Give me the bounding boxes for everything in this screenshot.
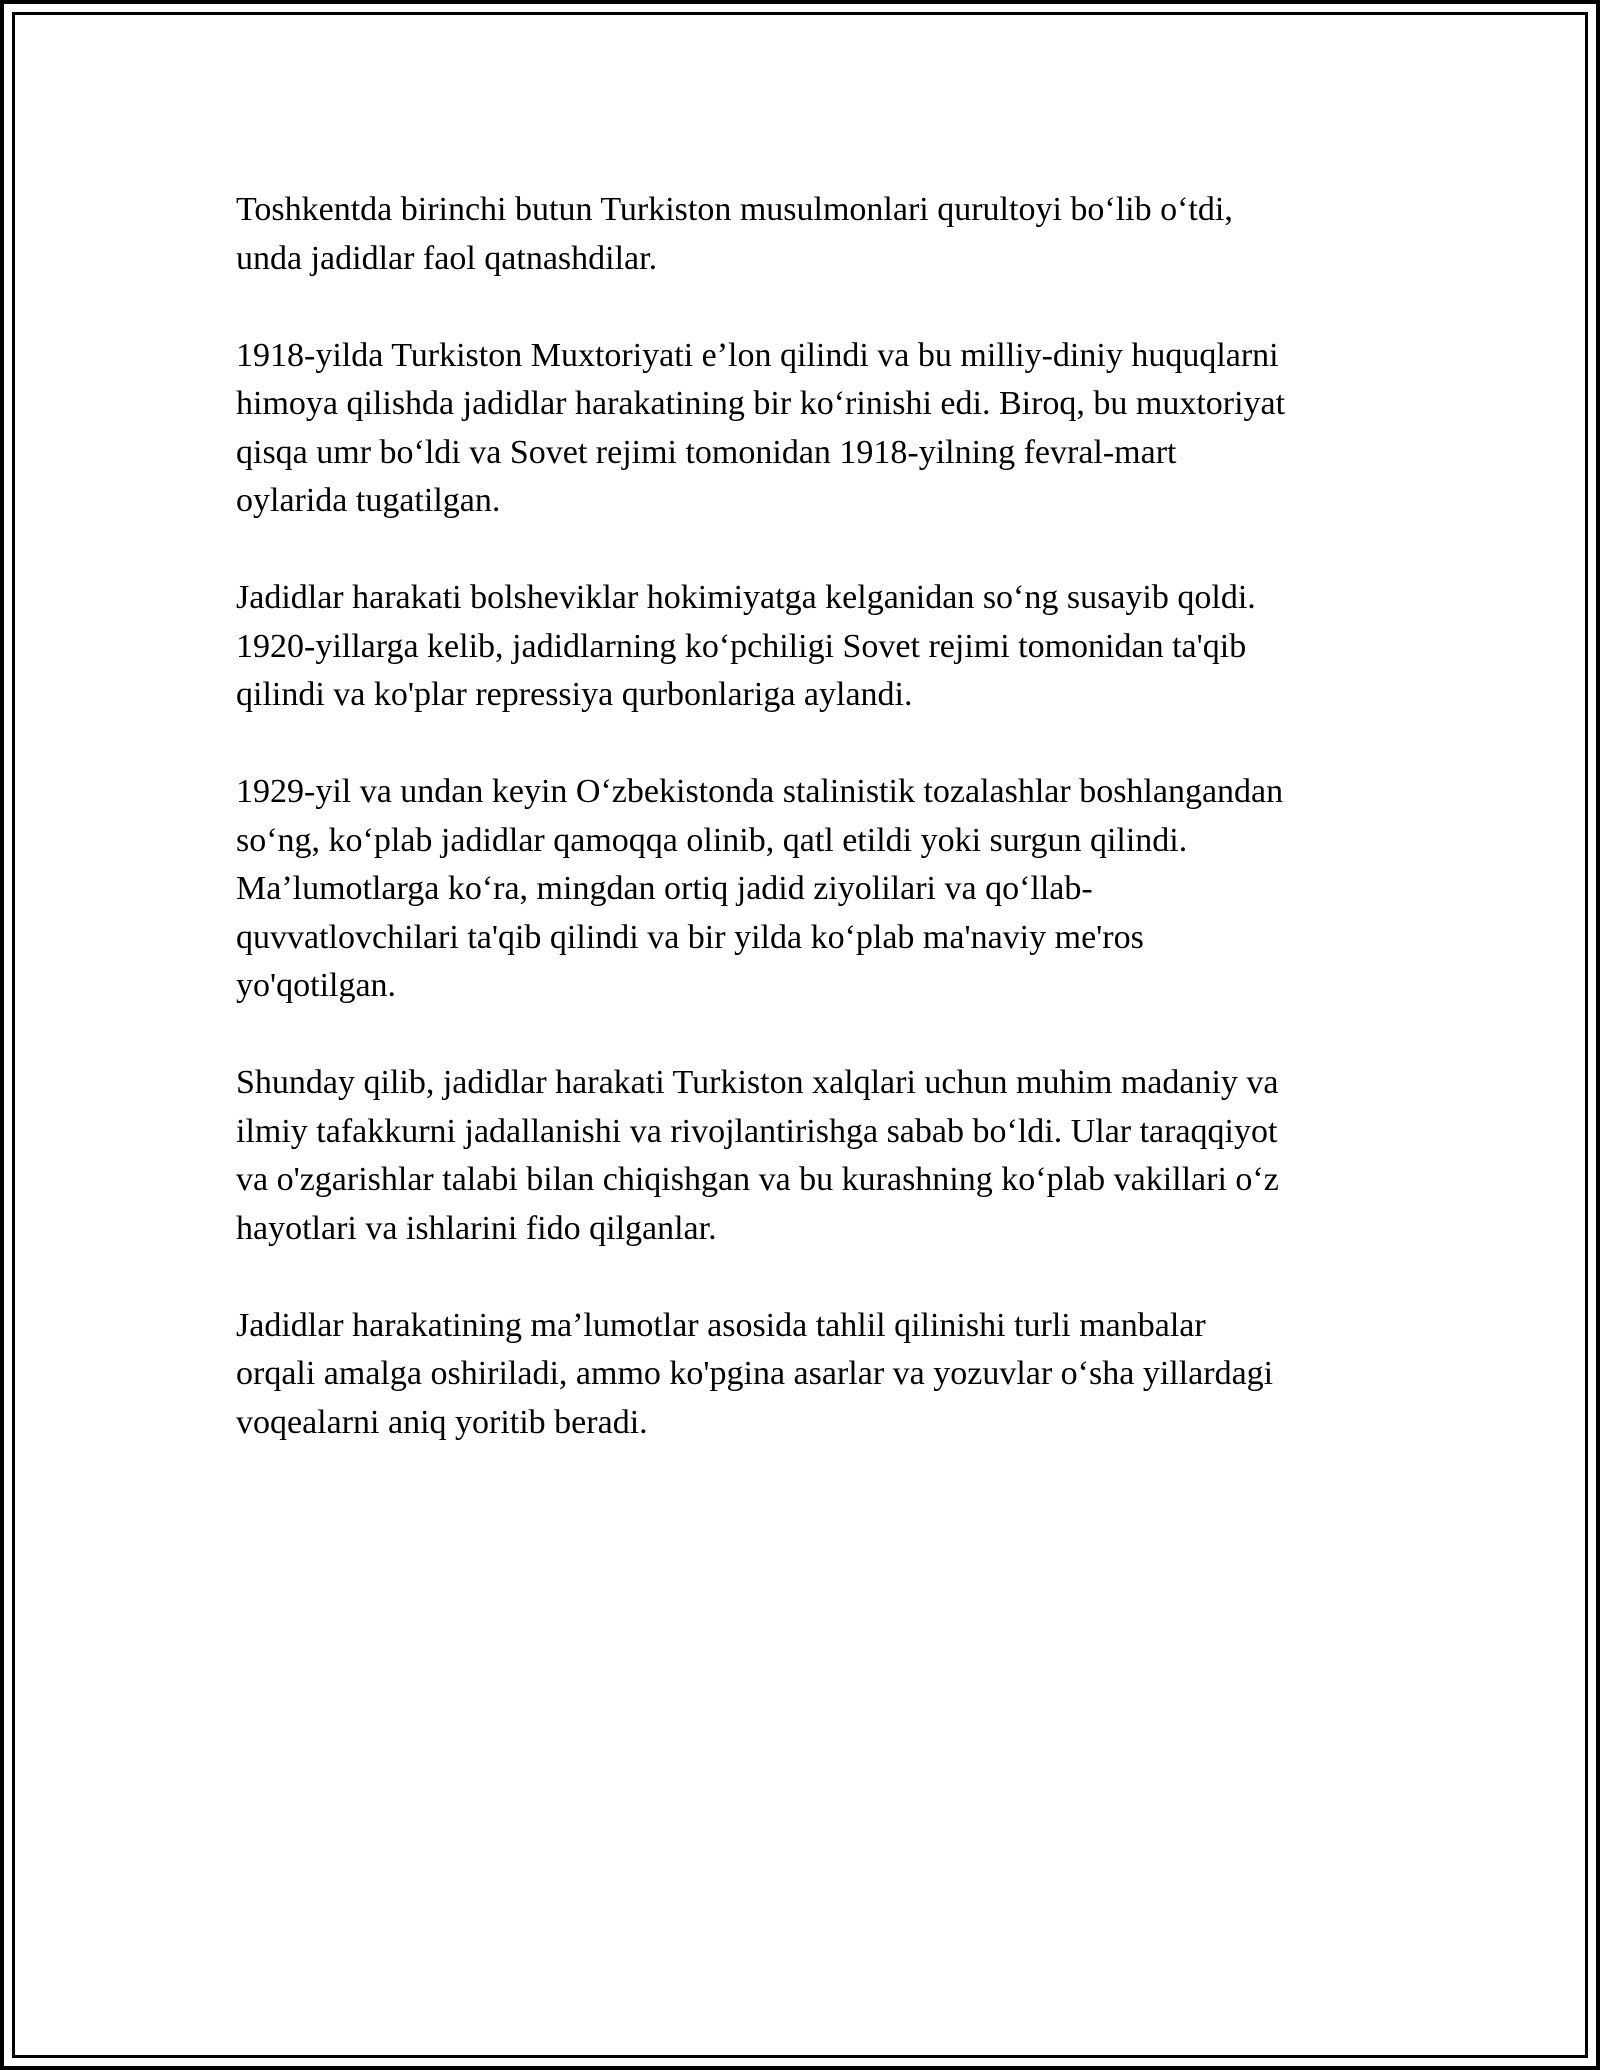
document-body xyxy=(236,186,1386,1447)
paragraph-bolshevik-decline: Jadidlar harakati bolsheviklar hokimiyatga kelganidan soʻng susayib qoldi. 1920-yillarga kelib, jadidlarning koʻpchiligi Sovet rejimi tomonidan ta'qib qilindi va ko'plar repressiya qurbonlariga aylandi. xyxy=(236,579,1256,713)
paragraph-kurultai: Toshkentda birinchi butun Turkiston musulmonlari qurultoyi boʻlib oʻtdi, unda jadidlar faol qatnashdilar. xyxy=(236,191,1233,277)
paragraph-legacy: Shunday qilib, jadidlar harakati Turkiston xalqlari uchun muhim madaniy va ilmiy tafakkurni jadallanishi va rivojlantirishga sabab boʻldi. Ular taraqqiyot va o'zgarishlar talabi bilan chiqishgan va bu kurashning koʻplab vakillari oʻz hayotlari va ishlarini fido qilganlar. xyxy=(236,1064,1279,1247)
paragraph-turkestan-autonomy: 1918-yilda Turkiston Muxtoriyati eʼlon qilindi va bu milliy-diniy huquqlarni himoya qilishda jadidlar harakatining bir koʻrinishi edi. Biroq, bu muxtoriyat qisqa umr boʻldi va Sovet rejimi tomonidan 1918-yilning fevral-mart oylarida tugatilgan. xyxy=(236,336,1286,519)
paragraph-sources: Jadidlar harakatining maʼlumotlar asosida tahlil qilinishi turli manbalar orqali amalga oshiriladi, ammo ko'pgina asarlar va yozuvlar oʻsha yillardagi voqealarni aniq yoritib beradi. xyxy=(236,1306,1274,1441)
paragraph-stalinist-purges: 1929-yil va undan keyin Oʻzbekistonda stalinistik tozalashlar boshlangandan soʻng, koʻplab jadidlar qamoqqa olinib, qatl etildi yoki surgun qilindi. Maʼlumotlarga koʻra, mingdan ortiq jadid ziyolilari va qoʻllab- quvvatlovchilari ta'qib qilindi va bir yilda koʻplab ma'naviy me'ros yo'qotilgan. xyxy=(236,773,1284,1004)
